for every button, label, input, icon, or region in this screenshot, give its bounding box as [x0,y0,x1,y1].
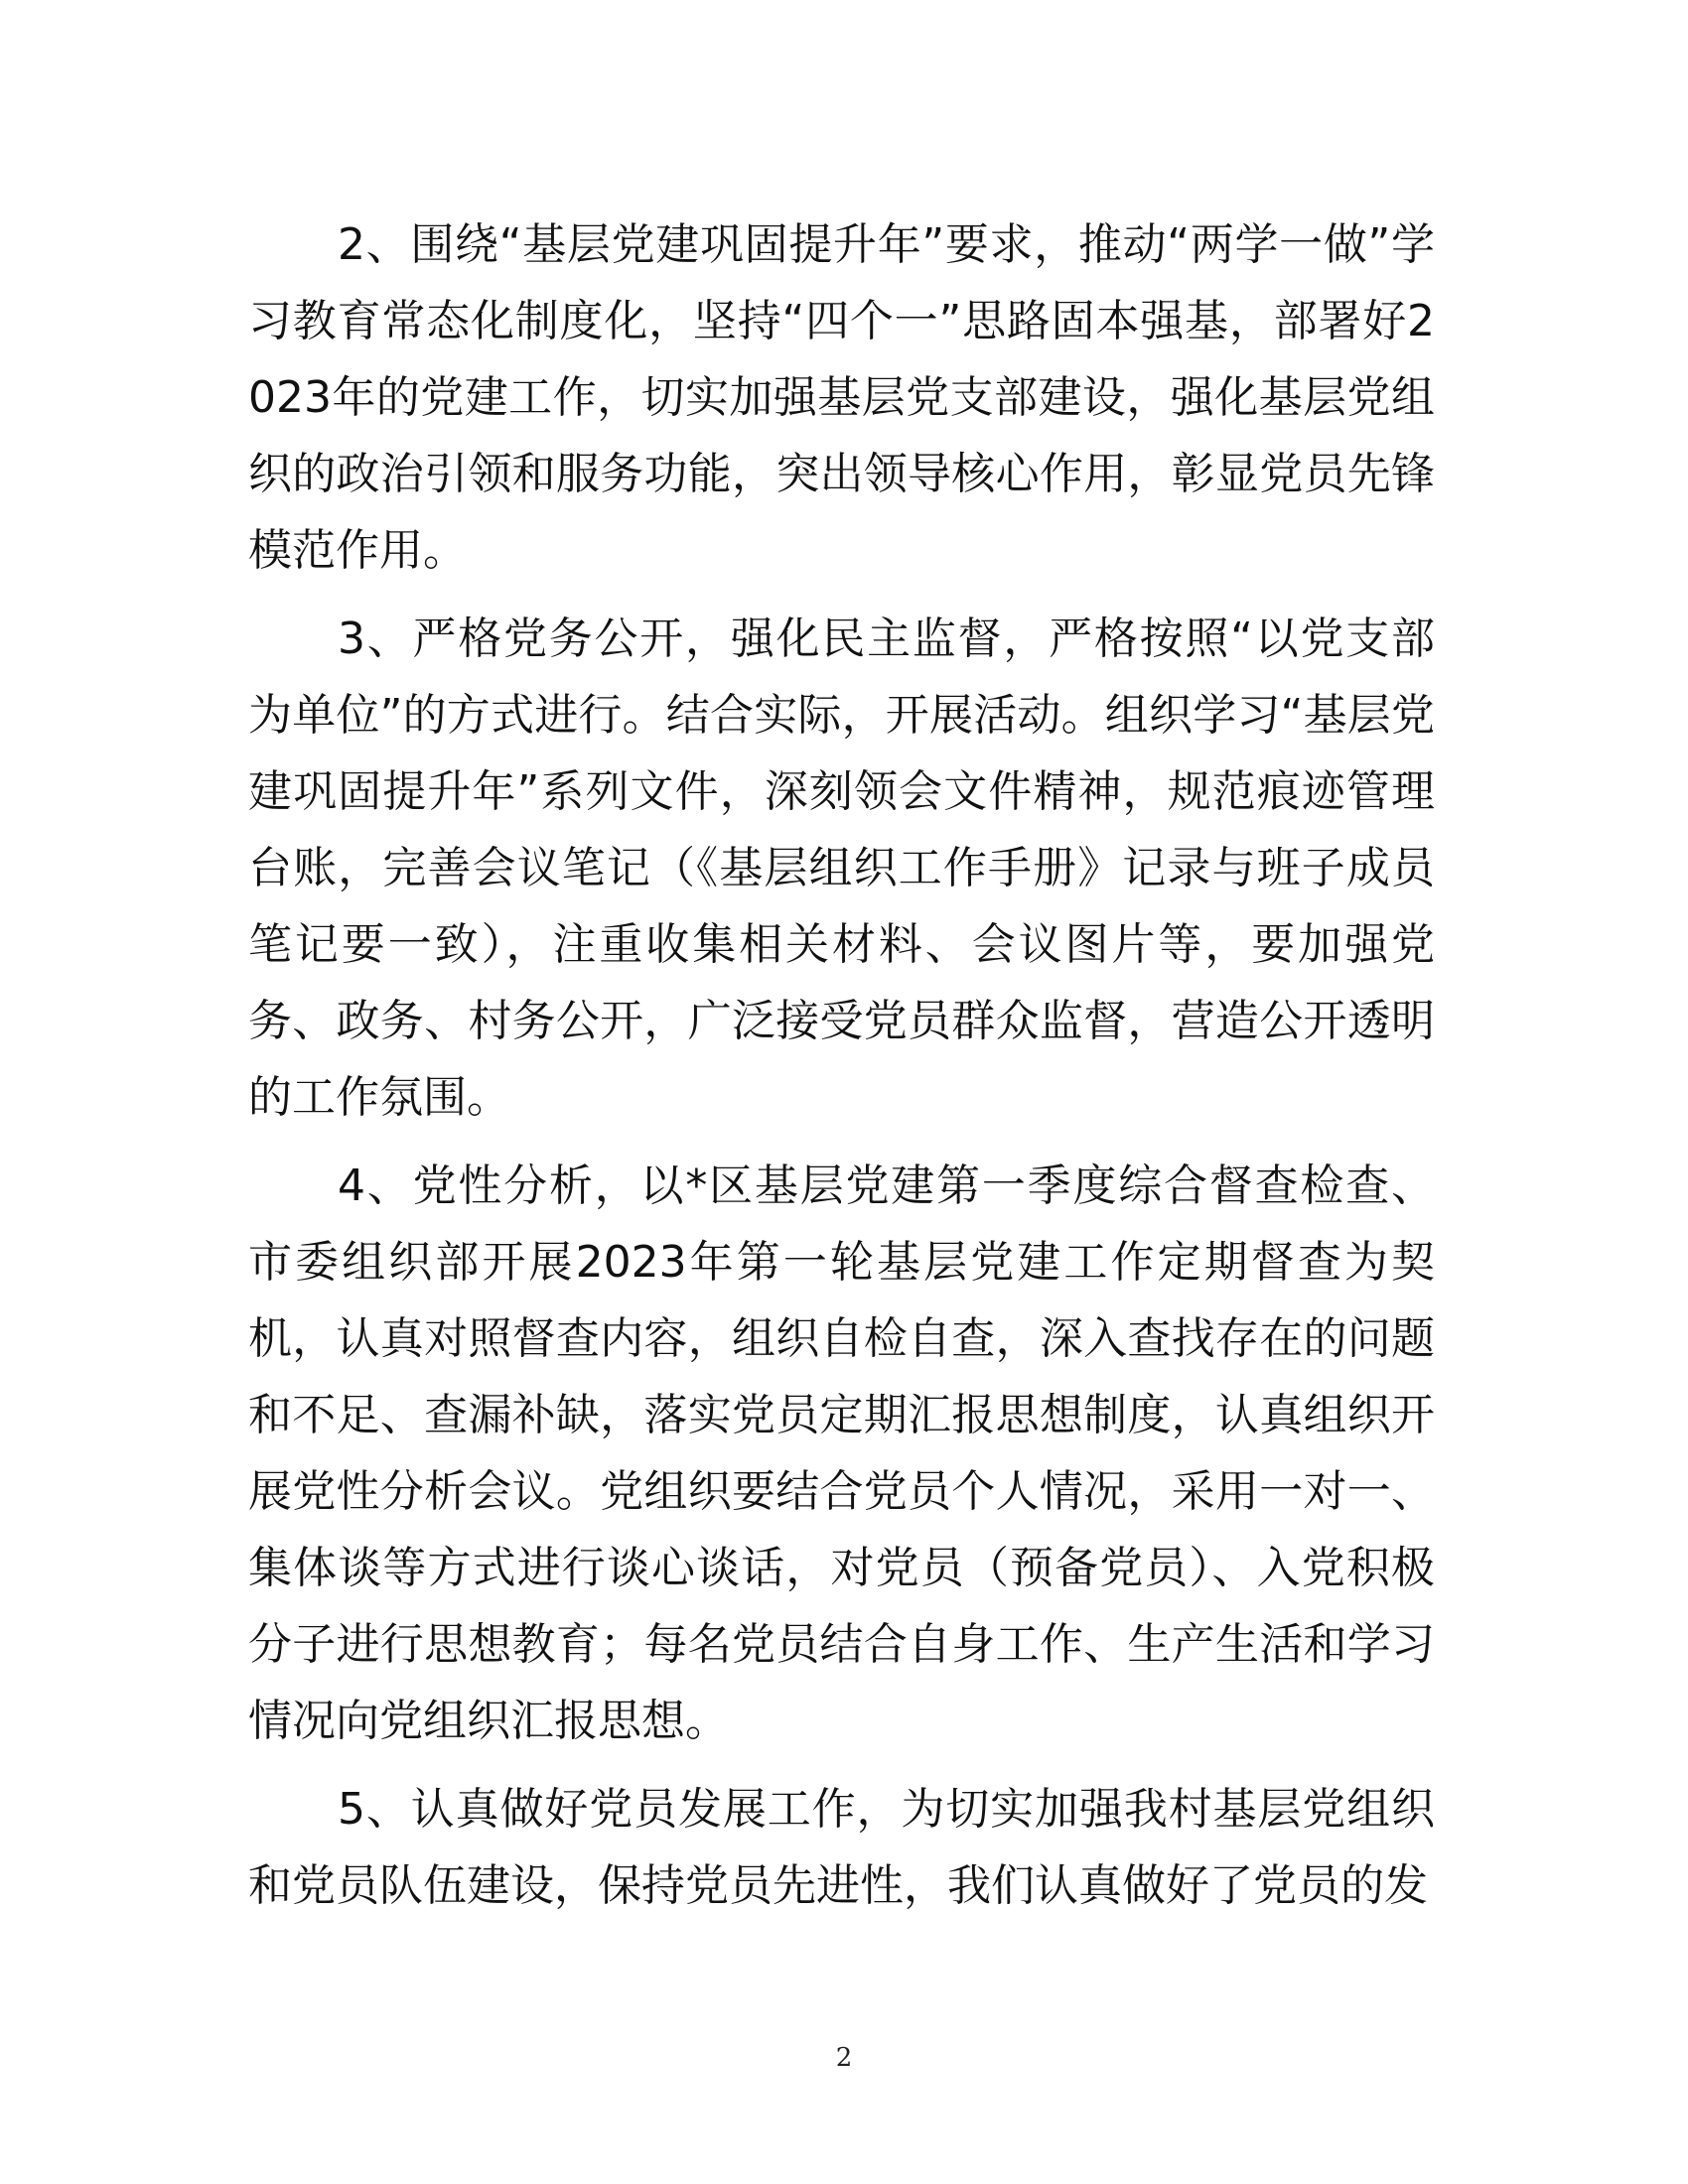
paragraph-item-4: 4、党性分析，以*区基层党建第一季度综合督查检查、市委组织部开展2023年第一轮基层党建工作定期督查为契机，认真对照督查内容，组织自检自查，深入查找存在的问题和不足、查漏补缺，落实党员定期汇报思想制度，认真组织开展党性分析会议。党组织要结合党员个人情况，采用一对一、集体谈等方式进行谈心谈话，对党员（预备党员）、入党积极分子进行思想教育；每名党员结合自身工作、生产生活和学习情况向党组织汇报思想。 [248,1160,1435,1746]
paragraph-item-5: 5、认真做好党员发展工作，为切实加强我村基层党组织和党员队伍建设，保持党员先进性，我们认真做好了党员的发 [248,1784,1435,1911]
document-body [248,206,1435,1936]
paragraph-item-3: 3、严格党务公开，强化民主监督，严格按照“以党支部为单位”的方式进行。结合实际，开展活动。组织学习“基层党建巩固提升年”系列文件，深刻领会文件精神，规范痕迹管理台账，完善会议笔记（《基层组织工作手册》记录与班子成员笔记要一致），注重收集相关材料、会议图片等，要加强党务、政务、村务公开，广泛接受党员群众监督，营造公开透明的工作氛围。 [248,614,1435,1123]
paragraph-item-2: 2、围绕“基层党建巩固提升年”要求，推动“两学一做”学习教育常态化制度化，坚持“四个一”思路固本强基，部署好2023年的党建工作，切实加强基层党支部建设，强化基层党组织的政治引领和服务功能，突出领导核心作用，彰显党员先锋模范作用。 [248,219,1435,576]
page-number: 2 [835,2043,853,2073]
